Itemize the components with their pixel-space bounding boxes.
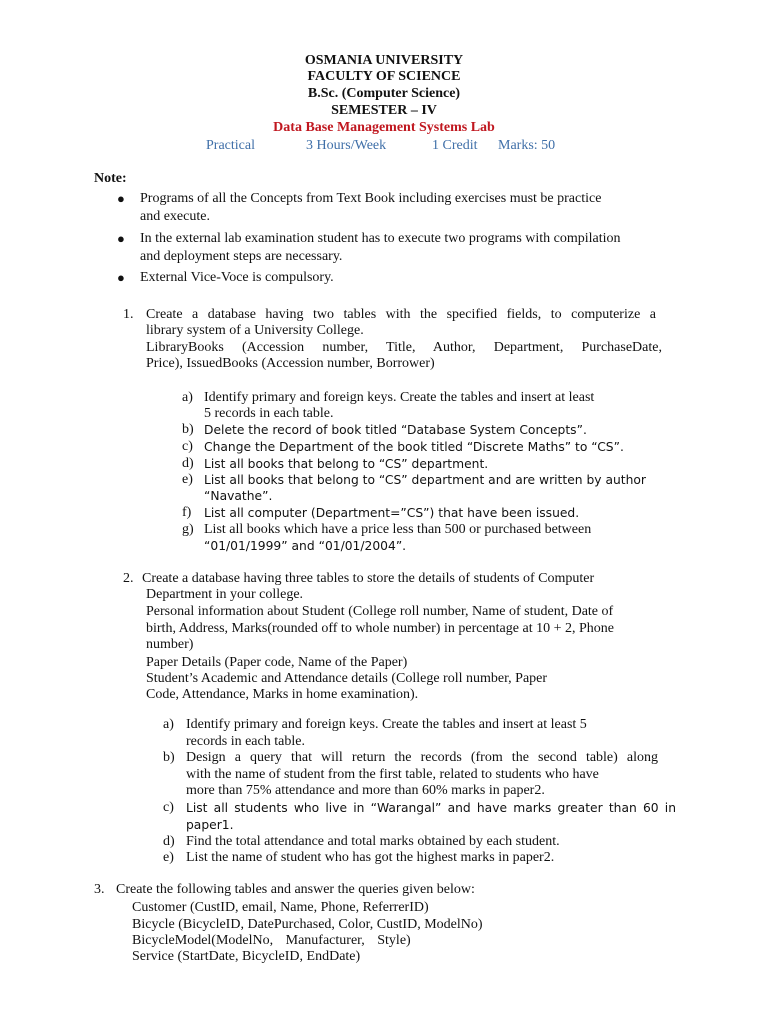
faculty-name: FACULTY OF SCIENCE [307,69,461,84]
meta-credit: 1 Credit [432,138,478,153]
q1-line: Create a database having two tables with the specified fields, to computerize a [146,307,656,322]
q3-table: Bicycle (BicycleID, DatePurchased, Color, CustID, ModelNo) [132,917,483,932]
q1-sub-label: c) [182,439,193,454]
semester-label: SEMESTER – IV [331,103,437,118]
q2-line: Department in your college. [146,587,304,602]
bullet-icon: ● [117,191,125,206]
q1-line: library system of a University College. [146,323,364,338]
q1-sub-line: Identify primary and foreign keys. Create the tables and insert at least [204,390,595,405]
q1-sub-label: f) [182,505,192,520]
q1-sub-label: d) [182,456,194,471]
meta-marks: Marks: 50 [498,138,556,153]
note-bullet [140,190,680,226]
q3-table: Service (StartDate, BicycleID, EndDate) [132,949,361,964]
q1-sub-line: Delete the record of book titled “Database System Concepts”. [204,423,587,437]
bullet-icon: ● [117,231,125,246]
q1-sub-line: “Navathe”. [204,489,273,503]
q1-sub-label: g) [182,522,194,537]
q1-number: 1. [123,307,134,322]
q3-number: 3. [94,882,105,897]
q2-sub-label: a) [163,717,174,732]
note-bullet-line: and deployment steps are necessary. [140,249,343,264]
q2-sub-line: more than 75% attendance and more than 60% marks in paper2. [186,783,545,798]
q2-sub-line: paper1. [186,818,234,832]
meta-type: Practical [206,138,255,153]
bullet-icon: ● [117,270,125,285]
q1-sub-line: List all computer (Department=”CS”) that have been issued. [204,506,580,520]
q2-line: birth, Address, Marks(rounded off to whole number) in percentage at 10 + 2, Phone [146,621,614,636]
q2-sub-label: c) [163,800,174,815]
q2-sub-label: e) [163,850,174,865]
course-title: Data Base Management Systems Lab [273,120,495,135]
q2-sub-line: Find the total attendance and total marks obtained by each student. [186,834,560,849]
note-bullet-line: In the external lab examination student has to execute two programs with compilation [140,231,621,246]
q2-sub-line: Identify primary and foreign keys. Create the tables and insert at least 5 [186,717,587,732]
note-title: Note: [94,171,127,186]
q2-line: Create a database having three tables to store the details of students of Computer [142,571,595,586]
program-name: B.Sc. (Computer Science) [307,86,461,101]
q2-sub-line: records in each table. [186,734,305,749]
q1-sub-label: e) [182,472,193,487]
q1-sub-line: Change the Department of the book titled “Discrete Maths” to “CS”. [204,440,624,454]
note-bullet [140,269,680,287]
meta-hours: 3 Hours/Week [306,138,387,153]
q2-sub-line: List all students who live in “Warangal” and have marks greater than 60 in [186,801,676,815]
q2-sub-label: d) [163,834,175,849]
q2-number: 2. [123,571,134,586]
q1-sub-line: List all books that belong to “CS” department. [204,457,489,471]
q2-line: Paper Details (Paper code, Name of the Paper) [146,655,408,670]
q1-sub-line: List all books that belong to “CS” department and are written by author [204,473,646,487]
q3-table: BicycleModel(ModelNo, Manufacturer, Style) [132,933,411,948]
note-bullet-line: External Vice-Voce is compulsory. [140,270,334,285]
q1-sub-label: b) [182,422,194,437]
note-bullet [140,230,680,266]
q1-line: Price), IssuedBooks (Accession number, Borrower) [146,356,435,371]
q2-sub-label: b) [163,750,175,765]
q2-sub-line: with the name of student from the first table, related to students who have [186,767,599,782]
q1-line: LibraryBooks (Accession number, Title, Author, Department, PurchaseDate, [146,340,662,355]
q3-intro: Create the following tables and answer the queries given below: [116,882,475,897]
q1-sub-line: List all books which have a price less than 500 or purchased between [204,522,592,537]
q1-sub-line: 5 records in each table. [204,406,334,421]
q2-line: Code, Attendance, Marks in home examination). [146,687,419,702]
q2-line: Student’s Academic and Attendance details (College roll number, Paper [146,671,548,686]
q2-line: Personal information about Student (College roll number, Name of student, Date of [146,604,614,619]
university-name: OSMANIA UNIVERSITY [304,53,464,68]
note-bullet-line: Programs of all the Concepts from Text Book including exercises must be practice [140,191,602,206]
q2-line: number) [146,637,194,652]
q1-sub-line: “01/01/1999” and “01/01/2004”. [204,539,407,553]
note-bullet-line: and execute. [140,209,210,224]
q2-sub-line: List the name of student who has got the highest marks in paper2. [186,850,555,865]
q1-sub-label: a) [182,390,193,405]
q2-sub-line: Design a query that will return the records (from the second table) along [186,750,658,765]
q3-table: Customer (CustID, email, Name, Phone, ReferrerID) [132,900,429,915]
